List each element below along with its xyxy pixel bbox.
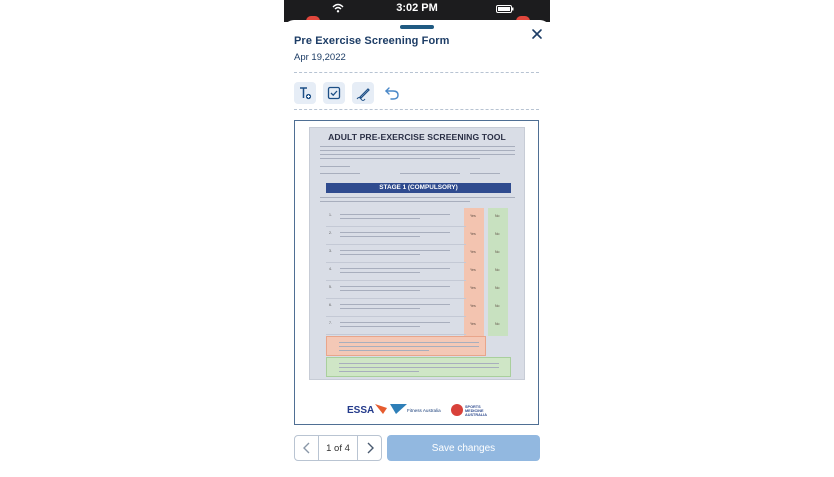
answer-yes[interactable]: Yes	[470, 322, 476, 326]
answer-yes[interactable]: Yes	[470, 232, 476, 236]
form-title: Pre Exercise Screening Form	[294, 35, 450, 47]
form-sheet	[284, 20, 550, 477]
next-page-button[interactable]	[358, 436, 381, 460]
status-time: 3:02 PM	[396, 2, 438, 14]
answer-yes[interactable]: Yes	[470, 304, 476, 308]
question-row	[326, 299, 466, 317]
sheet-grabber[interactable]	[400, 25, 434, 29]
form-date: Apr 19,2022	[294, 52, 346, 63]
battery-icon	[496, 5, 514, 13]
answer-no[interactable]: No	[495, 322, 500, 326]
question-number: 5.	[329, 285, 332, 289]
answer-yes[interactable]: Yes	[470, 268, 476, 272]
question-row	[326, 245, 466, 263]
answer-no[interactable]: No	[495, 232, 500, 236]
answer-yes[interactable]: Yes	[470, 286, 476, 290]
toolbar-divider	[294, 109, 539, 110]
if-no-notice	[326, 357, 511, 377]
chevron-right-icon	[365, 442, 375, 454]
answer-no[interactable]: No	[495, 304, 500, 308]
save-changes-button[interactable]: Save changes	[387, 435, 540, 461]
question-number: 1.	[329, 213, 332, 217]
question-number: 7.	[329, 321, 332, 325]
sponsor-logos	[295, 399, 539, 421]
stage-1-header: STAGE 1 (COMPULSORY)	[326, 183, 511, 193]
svg-text:MEDICINE: MEDICINE	[465, 409, 484, 413]
question-row	[326, 317, 466, 335]
answer-no[interactable]: No	[495, 286, 500, 290]
phone-screen	[284, 0, 550, 477]
question-number: 6.	[329, 303, 332, 307]
signature-pen-icon[interactable]	[352, 82, 374, 104]
no-column	[488, 208, 508, 336]
undo-icon[interactable]	[381, 82, 403, 104]
fitness-australia-logo: Fitness Australia	[407, 408, 441, 413]
document-page	[309, 127, 525, 380]
answer-no[interactable]: No	[495, 268, 500, 272]
checkbox-icon[interactable]	[323, 82, 345, 104]
text-add-icon[interactable]	[294, 82, 316, 104]
if-yes-notice	[326, 336, 486, 356]
page-pager	[294, 435, 382, 461]
document-title: ADULT PRE-EXERCISE SCREENING TOOL	[328, 132, 506, 142]
question-row	[326, 227, 466, 245]
answer-no[interactable]: No	[495, 250, 500, 254]
chevron-left-icon	[302, 442, 312, 454]
question-number: 3.	[329, 249, 332, 253]
answer-yes[interactable]: Yes	[470, 214, 476, 218]
page-indicator: 1 of 4	[318, 436, 358, 460]
question-row	[326, 263, 466, 281]
svg-text:AUSTRALIA: AUSTRALIA	[465, 413, 487, 417]
document-viewer[interactable]	[294, 120, 539, 425]
essa-logo: ESSA	[347, 405, 375, 416]
answer-no[interactable]: No	[495, 214, 500, 218]
sma-logo: SPORTS	[465, 405, 481, 409]
header-divider	[294, 72, 539, 73]
yes-column	[464, 208, 484, 336]
question-number: 4.	[329, 267, 332, 271]
previous-page-button[interactable]	[295, 436, 318, 460]
question-number: 2.	[329, 231, 332, 235]
status-bar	[284, 0, 550, 22]
close-icon[interactable]	[530, 27, 544, 41]
question-row	[326, 281, 466, 299]
answer-yes[interactable]: Yes	[470, 250, 476, 254]
question-row	[326, 209, 466, 227]
